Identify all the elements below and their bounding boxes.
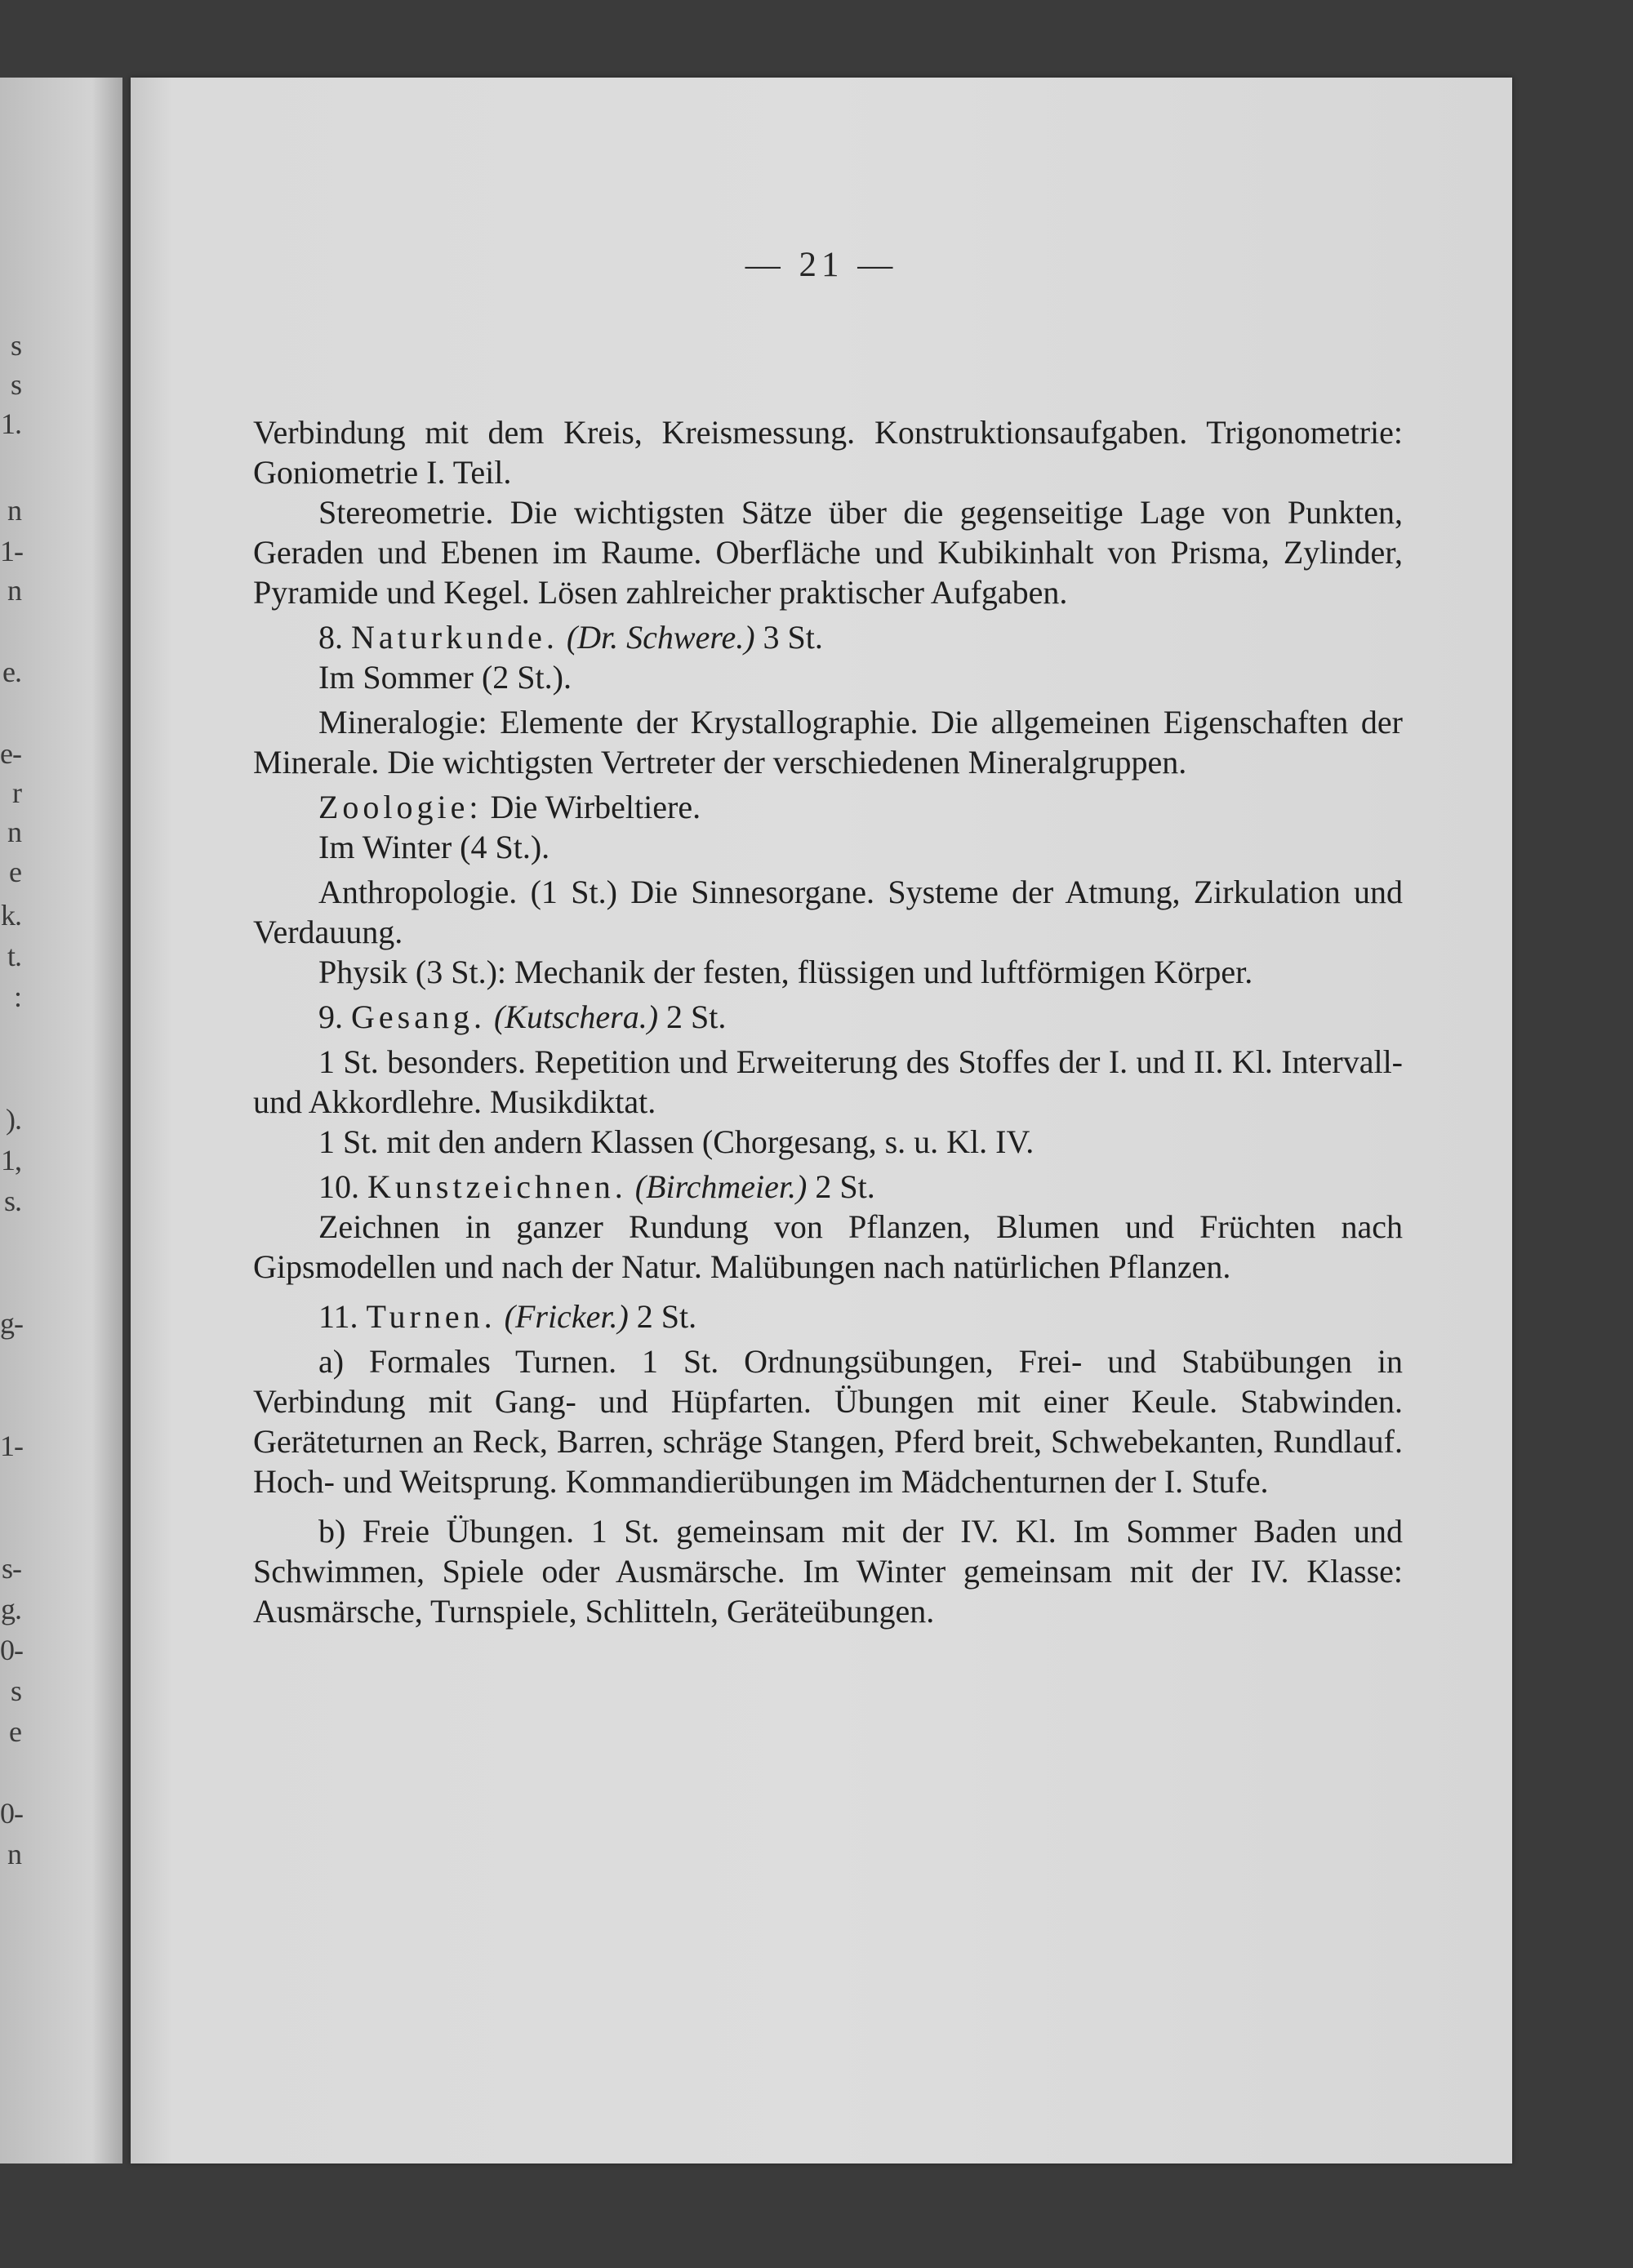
section-title: Turnen. (366, 1298, 496, 1335)
section-teacher: (Fricker.) (504, 1298, 629, 1335)
left-page-fragment: g- (0, 1307, 23, 1340)
section-heading-naturkunde (253, 617, 1403, 657)
paragraph: 1 St. besonders. Repetition und Erweiterung des Stoffes der I. und II. Kl. Intervall- und Akkordlehre. Musikdiktat. (253, 1043, 1403, 1120)
left-page-fragment: 0- (0, 1797, 23, 1830)
left-page-fragment: e (9, 856, 21, 888)
left-page-fragment: s. (3, 1185, 21, 1217)
section-number: 11. (318, 1298, 358, 1335)
text-body (253, 412, 1403, 1631)
section-teacher: (Kutschera.) (493, 998, 659, 1035)
section-number: 8. (318, 619, 343, 656)
left-page-fragment: e. (2, 656, 21, 688)
left-page-fragment: s (10, 368, 21, 401)
left-page-edge (0, 78, 122, 2163)
page-number: — 21 — (745, 246, 898, 284)
left-page-fragment: 1. (1, 407, 21, 440)
left-page-fragment: g. (1, 1593, 21, 1625)
paragraph: a) Formales Turnen. 1 St. Ordnungsübungen, Frei- und Stabübungen in Verbindung mit Gang- und Hüpfarten. Übungen mit einer Keule. Stabwinden. Geräteturnen an Reck, Barren, schräge Stangen, Pferd breit, Schwebekanten, Rundlauf. Hoch- und Weitsprung. Kommandierübungen im Mädchenturnen der I. Stufe. (253, 1343, 1403, 1500)
paragraph: Physik (3 St.): Mechanik der festen, flüssigen und luftförmigen Körper. (318, 954, 1253, 990)
left-page-fragment: n (7, 494, 21, 527)
left-page-fragment: n (7, 574, 21, 607)
left-page-fragment: k. (1, 899, 21, 932)
section-hours: 3 St. (763, 619, 823, 656)
left-page-fragment: e (9, 1715, 21, 1748)
subject-text: Die Wirbeltiere. (490, 789, 701, 825)
section-number: 9. (318, 998, 343, 1035)
left-page-fragment: : (13, 981, 21, 1013)
left-page-fragment: t. (7, 940, 21, 972)
paragraph: Mineralogie: Elemente der Krystallographie. Die allgemeinen Eigenschaften der Minerale. Die wichtigsten Vertreter der verschiedenen Mineralgruppen. (253, 704, 1403, 780)
left-page-fragment: s- (2, 1552, 21, 1585)
section-teacher: (Birchmeier.) (634, 1168, 808, 1205)
left-page-fragment: 1- (0, 535, 23, 567)
left-page-fragment: 0- (0, 1634, 23, 1666)
left-page-fragment: r (12, 776, 21, 809)
paragraph: Stereometrie. Die wichtigsten Sätze über die gegenseitige Lage von Punkten, Geraden und Ebenen im Raume. Oberfläche und Kubikinhalt von Prisma, Zylinder, Pyramide und Kegel. Lösen zahlreicher praktischer Aufgaben. (253, 494, 1403, 611)
left-page-fragment: s (10, 1674, 21, 1707)
left-page-fragment: e- (0, 737, 21, 770)
paragraph: Zeichnen in ganzer Rundung von Pflanzen, Blumen und Früchten nach Gipsmodellen und nach der Natur. Malübungen nach natürlichen Pflanzen. (253, 1208, 1403, 1285)
section-teacher: (Dr. Schwere.) (566, 619, 755, 656)
subject-label: Zoologie: (318, 789, 483, 825)
section-title: Gesang. (351, 998, 486, 1035)
section-title: Naturkunde. (351, 619, 558, 656)
paragraph: Im Sommer (2 St.). (318, 659, 572, 696)
left-page-fragment: n (7, 816, 21, 848)
paragraph: 1 St. mit den andern Klassen (Chorgesang, s. u. Kl. IV. (318, 1123, 1035, 1160)
section-hours: 2 St. (815, 1168, 875, 1205)
section-heading-kunstzeichnen (253, 1167, 1403, 1207)
section-hours: 2 St. (636, 1298, 697, 1335)
section-heading-turnen (253, 1296, 1403, 1336)
left-page-fragment: n (7, 1838, 21, 1870)
section-heading-gesang (253, 997, 1403, 1037)
paragraph: Im Winter (4 St.). (318, 829, 550, 865)
paragraph (253, 787, 1403, 827)
paragraph: Verbindung mit dem Kreis, Kreismessung. Konstruktionsaufgaben. Trigonometrie: Goniometrie I. Teil. (253, 414, 1403, 491)
left-page-fragment: ). (6, 1103, 21, 1136)
section-hours: 2 St. (666, 998, 727, 1035)
paragraph: b) Freie Übungen. 1 St. gemeinsam mit der IV. Kl. Im Sommer Baden und Schwimmen, Spiele oder Ausmärsche. Im Winter gemeinsam mit der IV. Klasse: Ausmärsche, Turnspiele, Schlitteln, Geräteübungen. (253, 1513, 1403, 1630)
section-number: 10. (318, 1168, 359, 1205)
section-title: Kunstzeichnen. (367, 1168, 627, 1205)
page (131, 78, 1512, 2163)
left-page-fragment: 1, (1, 1144, 21, 1176)
left-page-fragment: s (10, 329, 21, 362)
left-page-fragment: 1- (0, 1430, 23, 1462)
paragraph: Anthropologie. (1 St.) Die Sinnesorgane. Systeme der Atmung, Zirkulation und Verdauung. (253, 874, 1403, 950)
